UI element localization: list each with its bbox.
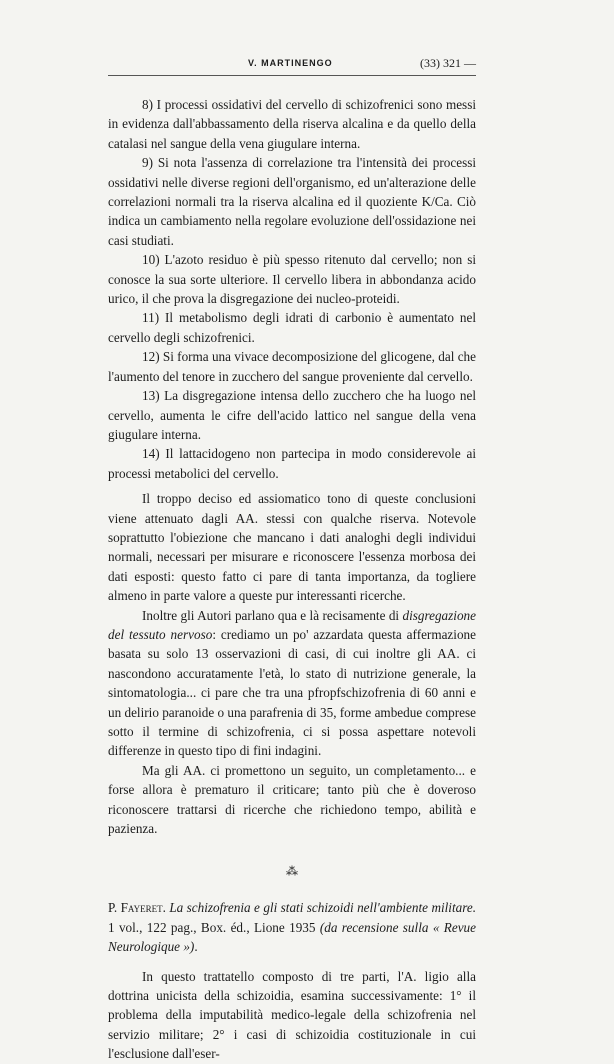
review-citation — [108, 898, 476, 956]
review-paragraph: In questo trattatello composto di tre parti, l'A. ligio alla dottrina unicista della schizoidia, esamina successivamente: 1° il problema della imputabilità medico-legale della schizofrenia nel servizio militare; 2° i casi di schizoidia costituzionale in cui l'esclusione dall'eser- — [108, 968, 476, 1062]
conclusion-item: 10) L'azoto residuo è più spesso ritenuto dal cervello; non si conosce la sua sorte ulteriore. Il cervello libera in abbondanza acido urico, il che prova la disgregazione dei nucleo-proteidi. — [108, 252, 476, 307]
conclusion-item: 8) I processi ossidativi del cervello di schizofrenici sono messi in evidenza dall'abbassamento della riserva alcalina e da quello della catalasi nel sangue della vena giugulare interna. — [108, 97, 476, 151]
running-header — [108, 56, 476, 72]
page-number: (33) 321 — — [420, 56, 476, 70]
commentary-paragraph: Ma gli AA. ci promettono un seguito, un completamento... e forse allora è prematuro il criticare; tanto più che è doveroso riconoscere trattarsi di ricerche che richiedono tempo, abilità e pazienza. — [108, 762, 476, 837]
review-end: . — [194, 939, 198, 955]
commentary-text: Inoltre gli Autori parlano qua e là recisamente di — [142, 607, 403, 623]
conclusion-item: 9) Si nota l'assenza di correlazione tra l'intensità dei processi ossidativi nelle diverse regioni dell'organismo, ed un'alterazione delle correlazioni normali tra la riserva alcalina ed il quoziente K/Ca. Ciò indica un cambiamento nella regolare evoluzione dell'ossidazione nei casi studiati. — [108, 155, 476, 248]
review-author: P. Fayeret. — [108, 900, 166, 916]
commentary-paragraph: Il troppo deciso ed assiomatico tono di queste conclusioni viene attenuato dagli AA. stessi con qualche riserva. Notevole soprattutto l'obiezione che mancano i dati analoghi degli individui normali, necessari per misurare e riconoscere l'essenza morbosa dei dati esposti: questo fatto ci pare di tanta importanza, da togliere almeno in parte valore a queste pur interessanti ricerche. — [108, 491, 476, 604]
commentary-emphasis: disgregazione del tessuto nervoso — [108, 607, 476, 642]
review-details: 1 vol., 122 pag., Box. éd., Lione 1935 — [108, 919, 320, 935]
running-title: V. MARTINENGO — [248, 58, 333, 68]
review-citation-text — [108, 898, 476, 956]
review-title: La schizofrenia e gli stati schizoidi nell'ambiente militare. — [169, 900, 477, 916]
text-body — [108, 95, 476, 1064]
conclusion-item: 13) La disgregazione intensa dello zucchero che ha luogo nel cervello, aumenta le cifre dell'acido lattico nel sangue della vena giugulare interna. — [108, 388, 476, 442]
commentary-paragraph — [108, 606, 476, 761]
header-rule — [108, 75, 476, 76]
conclusion-item: 11) Il metabolismo degli idrati di carbonio è aumentato nel cervello degli schizofrenici. — [108, 310, 476, 345]
conclusion-item: 14) Il lattacidogeno non partecipa in modo considerevole ai processi metabolici del cervello. — [108, 446, 476, 481]
review-source: (da recensione sulla « Revue Neurologique ») — [108, 919, 476, 955]
commentary-text: : crediamo un po' azzardata questa affermazione basata su solo 13 osservazioni di casi, di cui inoltre gli AA. ci nascondono accuratamente l'età, lo stato di nutrizione generale, la sintomatologia... ci pare che tra una pfropfschizofrenia di 60 anni e un delirio paranoide o una parafrenia di 35, forme ambedue comprese sotto il termine di schizofrenia, ci si possa aspettare notevoli differenze in questo tipo di fini indagini. — [108, 626, 477, 759]
section-separator: ⁂ — [286, 864, 298, 879]
conclusion-item: 12) Si forma una vivace decomposizione del glicogene, dal che l'aumento del tenore in zucchero del sangue proveniente dal cervello. — [108, 349, 476, 384]
